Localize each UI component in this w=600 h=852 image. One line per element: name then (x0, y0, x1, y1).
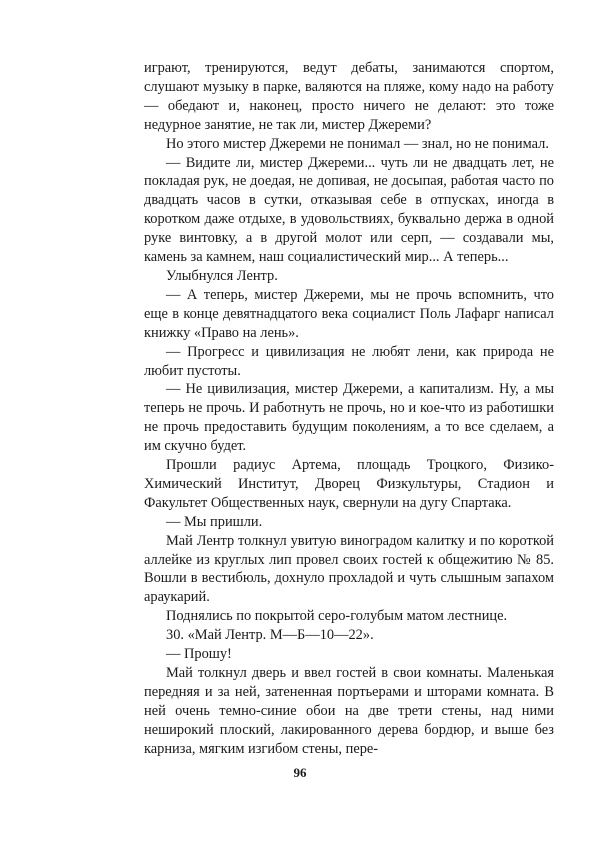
paragraph-12: 30. «Май Лентр. М—Б—10—22». (166, 627, 374, 644)
paragraph-4: Улыбнулся Лентр. (166, 267, 278, 284)
page-text (144, 59, 554, 759)
paragraph-5: — А теперь, мистер Джереми, мы не прочь вспомнить, что еще в конце девятнадцатого века социалист Поль Лафарг написал книжку «Право на лень». (144, 286, 554, 341)
paragraph-11: Поднялись по покрытой серо-голубым матом лестнице. (166, 608, 508, 625)
paragraph-14: Май толкнул дверь и ввел гостей в свои комнаты. Маленькая передняя и за ней, затененная портьерами и шторами комната. В ней очень темно-синие обои на две трети стены, над ними неширокий плоский, лакированного дерева бордюр, и выше без карниза, мягким изгибом стены, пере- (144, 665, 554, 757)
paragraph-7: — Не цивилизация, мистер Джереми, а капитализм. Ну, а мы теперь не прочь. И работнуть не прочь, но и кое-что из работишки не прочь предоставить будущим поколениям, а то все сделаем, а им скучно будет. (144, 381, 554, 455)
paragraph-8: Прошли радиус Артема, площадь Троцкого, Физико-Химический Институт, Дворец Физкультуры, Стадион и Факультет Общественных наук, свернули на дугу Спартака. (144, 457, 554, 511)
paragraph-13: — Прошу! (166, 646, 232, 663)
paragraph-10: Май Лентр толкнул увитую виноградом калитку и по короткой аллейке из круглых лип провел своих гостей к общежитию № 85. Вошли в вестибюль, дохнуло прохладой и чуть слышным запахом араукарий. (144, 532, 554, 606)
paragraph-6: — Прогресс и цивилизация не любят лени, как природа не любит пустоты. (144, 343, 554, 379)
paragraph-2: Но этого мистер Джереми не понимал — знал, но не понимал. (166, 135, 549, 152)
paragraph-9: — Мы пришли. (166, 513, 263, 530)
page-number: 96 (293, 765, 307, 780)
paragraph-3: — Видите ли, мистер Джереми... чуть ли не двадцать лет, не покладая рук, не доедая, не допивая, не досыпая, работая часто по двадцать часов в сутки, отказывая себе в отпусках, иногда в коротком даже отдыхе, в удовольствиях, буквально держа в одной руке винтовку, а в другой молот или серп, — создавали мы, камень за камнем, наш социалистический мир... А теперь... (144, 154, 554, 266)
paragraph-1: играют, тренируются, ведут дебаты, занимаются спортом, слушают музыку в парке, валяются на пляже, кому надо на работу — обедают и, наконец, просто ничего не делают: это тоже недурное занятие, не так ли, мистер Джереми? (144, 60, 554, 133)
